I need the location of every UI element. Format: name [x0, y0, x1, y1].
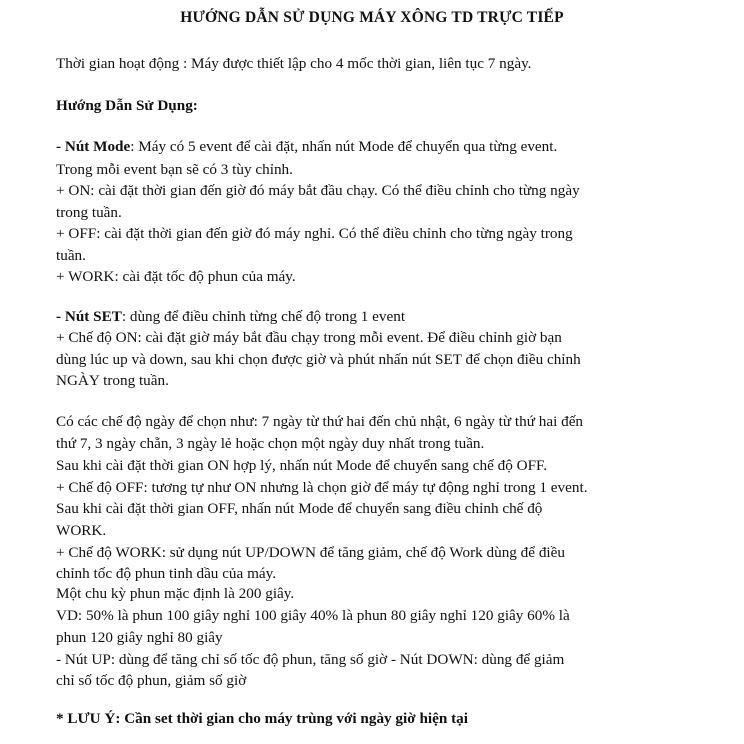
set-work-line-1: + Chế độ WORK: sử dụng nút UP/DOWN để tăng giảm, chế độ Work dùng để điều — [56, 544, 565, 561]
days-line-1: Có các chế độ ngày để chọn như: 7 ngày từ thứ hai đến chủ nhật, 6 ngày từ thứ hai đến — [56, 413, 584, 430]
mode-line-2: Trong mỗi event bạn sẽ có 3 tùy chỉnh. — [56, 161, 293, 178]
set-off-line-2: Sau khi cài đặt thời gian OFF, nhấn nút Mode để chuyển sang điều chỉnh chế độ — [56, 500, 543, 517]
off-line-2: tuần. — [56, 247, 86, 264]
on-line-2: trong tuần. — [56, 204, 122, 221]
mode-line-1 — [56, 139, 557, 154]
set-line-1 — [56, 309, 405, 324]
example-line-1: VD: 50% là phun 100 giây nghỉ 100 giây 40% là phun 80 giây nghỉ 120 giây 60% là — [56, 607, 570, 624]
set-label: - Nút SET — [56, 308, 122, 325]
intro-line: Thời gian hoạt động : Máy được thiết lập cho 4 mốc thời gian, liên tục 7 ngày. — [56, 55, 532, 72]
usage-heading: Hướng Dẫn Sử Dụng: — [56, 97, 198, 114]
document-title: HƯỚNG DẪN SỬ DỤNG MÁY XÔNG TD TRỰC TIẾP — [180, 9, 564, 26]
off-line-1: + OFF: cài đặt thời gian đến giờ đó máy nghỉ. Có thể điều chỉnh cho từng ngày trong — [56, 225, 573, 242]
set-on-line-1: + Chế độ ON: cài đặt giờ máy bắt đầu chạy trong mỗi event. Để điều chỉnh giờ bạn — [56, 329, 562, 346]
on-line-1: + ON: cài đặt thời gian đến giờ đó máy bắt đầu chạy. Có thể điều chỉnh cho từng ngày — [56, 182, 580, 199]
set-work-line-2: chỉnh tốc độ phun tinh dầu của máy. — [56, 565, 277, 582]
work-line: + WORK: cài đặt tốc độ phun của máy. — [56, 268, 296, 285]
after-on-line: Sau khi cài đặt thời gian ON hợp lý, nhấn nút Mode để chuyển sang chế độ OFF. — [56, 457, 548, 474]
example-line-2: phun 120 giây nghỉ 80 giây — [56, 629, 223, 646]
set-off-line-3: WORK. — [56, 522, 107, 539]
mode-label: - Nút Mode — [56, 138, 131, 155]
set-on-line-3: NGÀY trong tuần. — [56, 372, 169, 389]
updown-line-1: - Nút UP: dùng để tăng chỉ số tốc độ phun, tăng số giờ - Nút DOWN: dùng để giảm — [56, 651, 565, 668]
days-line-2: thứ 7, 3 ngày chẵn, 3 ngày lẻ hoặc chọn một ngày duy nhất trong tuần. — [56, 435, 485, 452]
cycle-line: Một chu kỳ phun mặc định là 200 giây. — [56, 585, 295, 602]
set-desc: : dùng để điều chỉnh từng chế độ trong 1 event — [121, 308, 406, 325]
note-line: * LƯU Ý: Cần set thời gian cho máy trùng với ngày giờ hiện tại — [56, 710, 468, 727]
updown-line-2: chỉ số tốc độ phun, giảm số giờ — [56, 672, 247, 689]
mode-desc: : Máy có 5 event để cài đặt, nhấn nút Mode để chuyển qua từng event. — [130, 138, 558, 155]
set-off-line-1: + Chế độ OFF: tương tự như ON nhưng là chọn giờ để máy tự động nghỉ trong 1 event. — [56, 479, 588, 496]
set-on-line-2: dùng lúc up và down, sau khi chọn được giờ và phút nhấn nút SET để chọn điều chỉnh — [56, 351, 581, 368]
